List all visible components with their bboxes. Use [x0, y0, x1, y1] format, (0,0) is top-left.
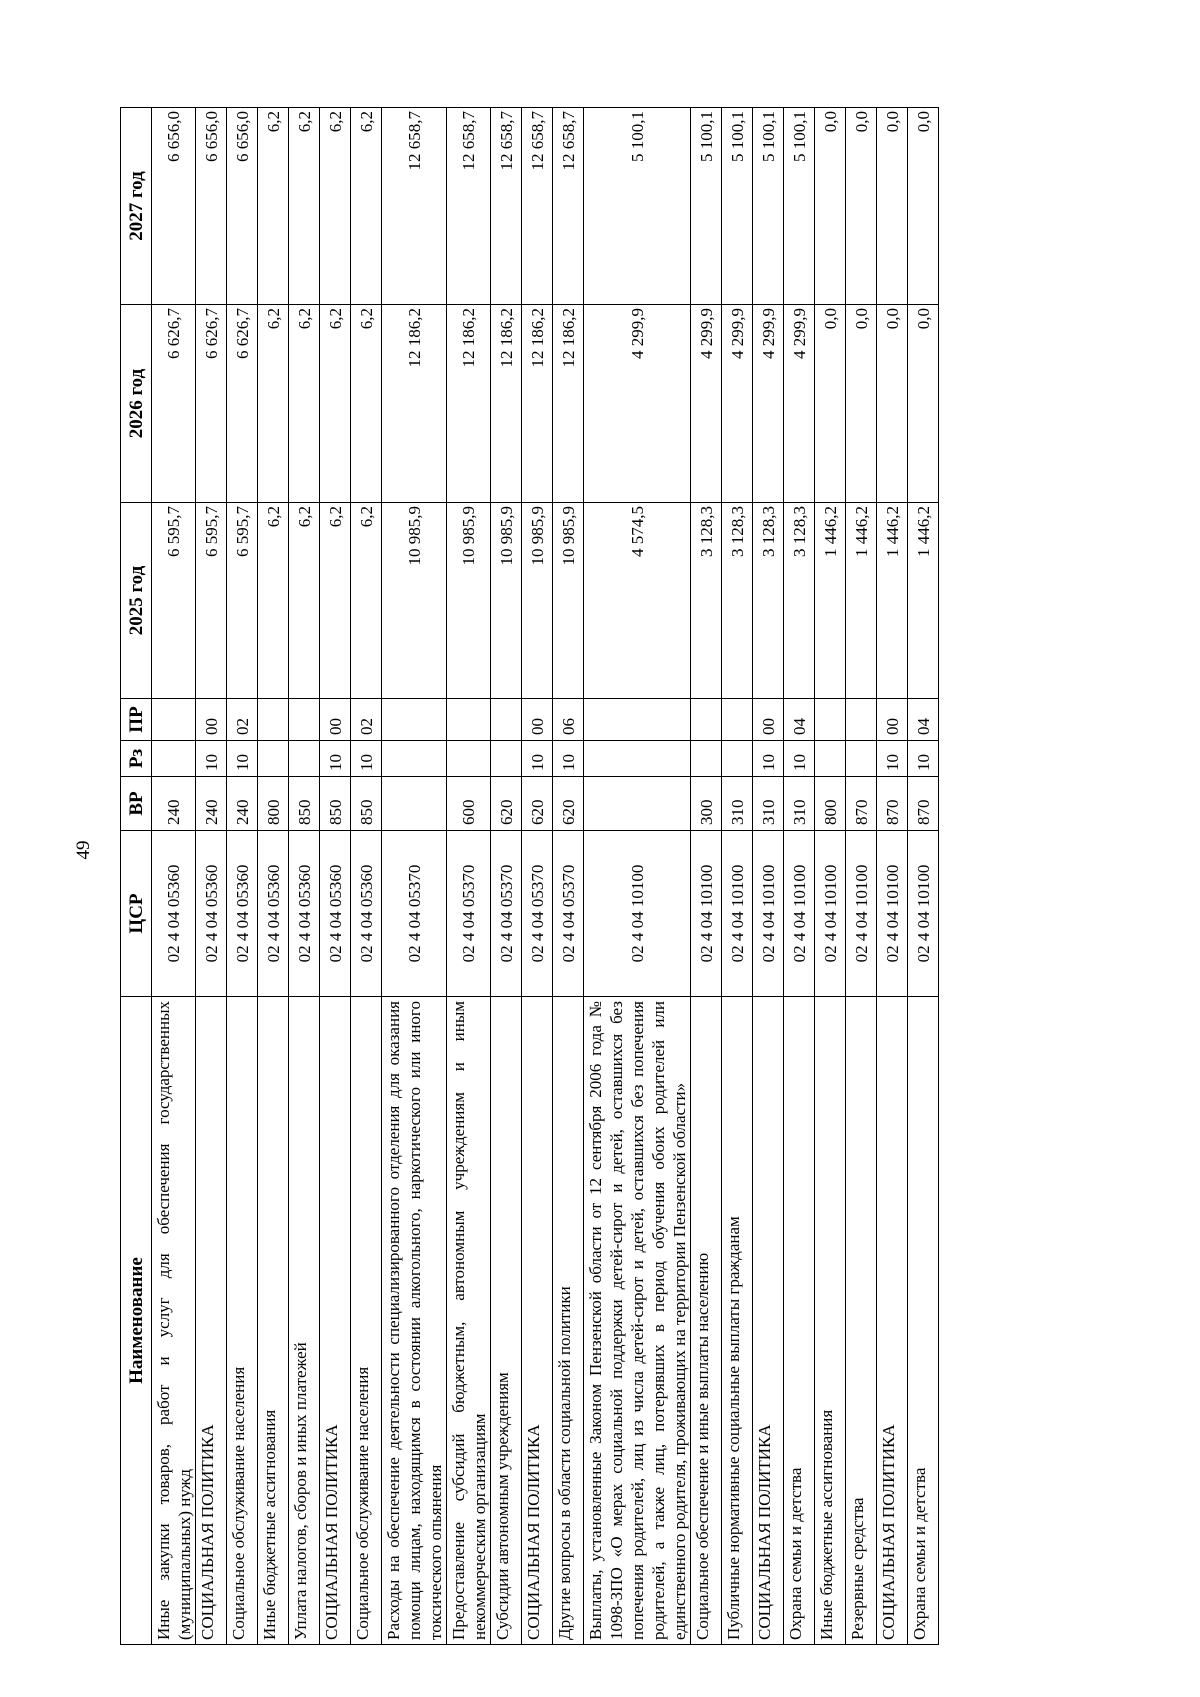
- header-row: [121, 108, 152, 1645]
- cell-2025: 6,2: [289, 503, 320, 699]
- table-row: [877, 108, 908, 1645]
- cell-2025: 10 985,9: [447, 503, 491, 699]
- page-number: 49: [73, 840, 94, 860]
- cell-rz: [289, 741, 320, 777]
- cell-csr: 02 4 04 05360: [351, 831, 382, 997]
- cell-csr: 02 4 04 10100: [877, 831, 908, 997]
- cell-csr: 02 4 04 05370: [553, 831, 584, 997]
- cell-2025: 6 595,7: [196, 503, 227, 699]
- cell-vr: 310: [753, 777, 784, 831]
- cell-vr: 620: [553, 777, 584, 831]
- cell-2027: 12 658,7: [491, 108, 522, 305]
- cell-2026: 12 186,2: [382, 305, 447, 503]
- cell-2026: 12 186,2: [491, 305, 522, 503]
- cell-vr: 870: [846, 777, 877, 831]
- cell-pr: 02: [351, 699, 382, 741]
- cell-2026: 4 299,9: [784, 305, 815, 503]
- cell-name: Иные бюджетные ассигнования: [258, 997, 289, 1645]
- cell-vr: 620: [491, 777, 522, 831]
- cell-pr: [722, 699, 753, 741]
- table-row: [908, 108, 939, 1645]
- cell-2026: 6,2: [258, 305, 289, 503]
- cell-name: Расходы на обеспечение деятельности специализированного отделения для оказания помощи лицам, находящимся в состоянии алкогольного, наркотического или иного токсического опьянения: [382, 997, 447, 1645]
- cell-2025: 1 446,2: [846, 503, 877, 699]
- cell-csr: 02 4 04 05360: [289, 831, 320, 997]
- table-row: [553, 108, 584, 1645]
- header-2026: 2026 год: [121, 305, 152, 503]
- cell-vr: 620: [522, 777, 553, 831]
- cell-rz: [491, 741, 522, 777]
- cell-2025: 6,2: [351, 503, 382, 699]
- cell-vr: [382, 777, 447, 831]
- cell-2027: 0,0: [877, 108, 908, 305]
- cell-csr: 02 4 04 05360: [196, 831, 227, 997]
- cell-csr: 02 4 04 10100: [584, 831, 691, 997]
- cell-2027: 0,0: [908, 108, 939, 305]
- cell-rz: [584, 741, 691, 777]
- cell-rz: 10: [351, 741, 382, 777]
- cell-name: СОЦИАЛЬНАЯ ПОЛИТИКА: [320, 997, 351, 1645]
- cell-2025: 10 985,9: [553, 503, 584, 699]
- cell-pr: 00: [196, 699, 227, 741]
- cell-vr: 310: [722, 777, 753, 831]
- cell-name: Охрана семьи и детства: [784, 997, 815, 1645]
- table-row: [784, 108, 815, 1645]
- cell-2025: 10 985,9: [522, 503, 553, 699]
- cell-2027: 12 658,7: [447, 108, 491, 305]
- cell-vr: 600: [447, 777, 491, 831]
- cell-pr: [382, 699, 447, 741]
- header-2027: 2027 год: [121, 108, 152, 305]
- cell-name: Социальное обслуживание населения: [351, 997, 382, 1645]
- cell-name: Субсидии автономным учреждениям: [491, 997, 522, 1645]
- cell-pr: [289, 699, 320, 741]
- cell-csr: 02 4 04 05360: [152, 831, 196, 997]
- table-row: [522, 108, 553, 1645]
- cell-rz: 10: [877, 741, 908, 777]
- cell-2027: 6 656,0: [196, 108, 227, 305]
- cell-2027: 6,2: [351, 108, 382, 305]
- cell-2026: 12 186,2: [553, 305, 584, 503]
- cell-name: Резервные средства: [846, 997, 877, 1645]
- cell-name: Другие вопросы в области социальной политики: [553, 997, 584, 1645]
- cell-2027: 5 100,1: [784, 108, 815, 305]
- cell-2026: 6 626,7: [196, 305, 227, 503]
- cell-pr: [815, 699, 846, 741]
- cell-2026: 4 299,9: [753, 305, 784, 503]
- cell-2026: 0,0: [846, 305, 877, 503]
- cell-2027: 6,2: [258, 108, 289, 305]
- table-row: [491, 108, 522, 1645]
- cell-rz: 10: [196, 741, 227, 777]
- cell-rz: 10: [908, 741, 939, 777]
- cell-pr: [447, 699, 491, 741]
- cell-name: Охрана семьи и детства: [908, 997, 939, 1645]
- cell-name: Выплаты, установленные Законом Пензенской области от 12 сентября 2006 года № 1098-ЗПО «О мерах социальной поддержки детей-сирот и детей, оставшихся без попечения родителей, лиц из числа детей-сирот и детей, оставшихся без попечения родителей, а также лиц, потерявших в период обучения обоих родителей или единственного родителя, проживающих на территории Пензенской области»: [584, 997, 691, 1645]
- cell-2025: 6 595,7: [152, 503, 196, 699]
- cell-name: Социальное обеспечение и иные выплаты населению: [691, 997, 722, 1645]
- cell-vr: 300: [691, 777, 722, 831]
- cell-vr: 240: [227, 777, 258, 831]
- table-row: [382, 108, 447, 1645]
- cell-2026: 12 186,2: [447, 305, 491, 503]
- cell-2025: 6,2: [320, 503, 351, 699]
- cell-2026: 6 626,7: [227, 305, 258, 503]
- cell-2026: 6,2: [320, 305, 351, 503]
- cell-vr: 870: [877, 777, 908, 831]
- header-2025: 2025 год: [121, 503, 152, 699]
- cell-name: Публичные нормативные социальные выплаты гражданам: [722, 997, 753, 1645]
- cell-pr: [584, 699, 691, 741]
- cell-csr: 02 4 04 05370: [447, 831, 491, 997]
- cell-2027: 5 100,1: [691, 108, 722, 305]
- table-row: [447, 108, 491, 1645]
- cell-2026: 4 299,9: [691, 305, 722, 503]
- cell-csr: 02 4 04 10100: [753, 831, 784, 997]
- cell-2025: 6 595,7: [227, 503, 258, 699]
- table-header: [121, 108, 152, 1645]
- cell-csr: 02 4 04 05360: [258, 831, 289, 997]
- cell-vr: 870: [908, 777, 939, 831]
- cell-2026: 0,0: [815, 305, 846, 503]
- cell-csr: 02 4 04 10100: [846, 831, 877, 997]
- cell-2027: 5 100,1: [584, 108, 691, 305]
- cell-2026: 12 186,2: [522, 305, 553, 503]
- cell-rz: 10: [753, 741, 784, 777]
- cell-2025: 3 128,3: [722, 503, 753, 699]
- cell-pr: 04: [908, 699, 939, 741]
- cell-name: СОЦИАЛЬНАЯ ПОЛИТИКА: [753, 997, 784, 1645]
- table-row: [196, 108, 227, 1645]
- cell-2025: 1 446,2: [877, 503, 908, 699]
- table-row: [320, 108, 351, 1645]
- cell-pr: [846, 699, 877, 741]
- cell-rz: [258, 741, 289, 777]
- cell-pr: [152, 699, 196, 741]
- header-name: Наименование: [121, 997, 152, 1645]
- cell-pr: 04: [784, 699, 815, 741]
- cell-vr: 850: [289, 777, 320, 831]
- table-row: [289, 108, 320, 1645]
- cell-2025: 10 985,9: [382, 503, 447, 699]
- cell-2027: 12 658,7: [553, 108, 584, 305]
- cell-name: Уплата налогов, сборов и иных платежей: [289, 997, 320, 1645]
- cell-csr: 02 4 04 10100: [908, 831, 939, 997]
- table-row: [258, 108, 289, 1645]
- cell-2025: 3 128,3: [784, 503, 815, 699]
- cell-pr: 00: [320, 699, 351, 741]
- cell-rz: [152, 741, 196, 777]
- cell-rz: 10: [553, 741, 584, 777]
- cell-rz: [382, 741, 447, 777]
- cell-2026: 4 299,9: [584, 305, 691, 503]
- table-row: [815, 108, 846, 1645]
- table-row: [152, 108, 196, 1645]
- cell-2026: 6,2: [351, 305, 382, 503]
- cell-vr: 800: [258, 777, 289, 831]
- cell-2027: 0,0: [815, 108, 846, 305]
- table-row: [584, 108, 691, 1645]
- cell-2027: 6 656,0: [227, 108, 258, 305]
- cell-2026: 0,0: [908, 305, 939, 503]
- cell-rz: 10: [522, 741, 553, 777]
- cell-2025: 6,2: [258, 503, 289, 699]
- cell-rz: [846, 741, 877, 777]
- budget-table: [120, 107, 939, 1645]
- cell-2026: 6,2: [289, 305, 320, 503]
- cell-csr: 02 4 04 10100: [691, 831, 722, 997]
- cell-csr: 02 4 04 10100: [815, 831, 846, 997]
- cell-csr: 02 4 04 05360: [320, 831, 351, 997]
- cell-vr: [584, 777, 691, 831]
- header-rz: Рз: [121, 741, 152, 777]
- cell-name: СОЦИАЛЬНАЯ ПОЛИТИКА: [877, 997, 908, 1645]
- cell-rz: 10: [784, 741, 815, 777]
- cell-name: СОЦИАЛЬНАЯ ПОЛИТИКА: [522, 997, 553, 1645]
- cell-pr: 00: [522, 699, 553, 741]
- cell-rz: [815, 741, 846, 777]
- cell-pr: [491, 699, 522, 741]
- table-row: [691, 108, 722, 1645]
- cell-2025: 1 446,2: [908, 503, 939, 699]
- cell-2026: 0,0: [877, 305, 908, 503]
- cell-csr: 02 4 04 05370: [382, 831, 447, 997]
- cell-csr: 02 4 04 10100: [784, 831, 815, 997]
- cell-vr: 850: [351, 777, 382, 831]
- cell-2027: 12 658,7: [522, 108, 553, 305]
- cell-2027: 6,2: [320, 108, 351, 305]
- table-row: [722, 108, 753, 1645]
- table-row: [227, 108, 258, 1645]
- cell-rz: 10: [320, 741, 351, 777]
- cell-pr: 06: [553, 699, 584, 741]
- cell-csr: 02 4 04 10100: [722, 831, 753, 997]
- cell-vr: 800: [815, 777, 846, 831]
- header-pr: ПР: [121, 699, 152, 741]
- cell-2027: 6,2: [289, 108, 320, 305]
- cell-rz: 10: [227, 741, 258, 777]
- table-row: [753, 108, 784, 1645]
- cell-pr: 02: [227, 699, 258, 741]
- cell-2026: 4 299,9: [722, 305, 753, 503]
- cell-2025: 3 128,3: [691, 503, 722, 699]
- cell-2026: 6 626,7: [152, 305, 196, 503]
- cell-vr: 850: [320, 777, 351, 831]
- table-row: [846, 108, 877, 1645]
- cell-2027: 5 100,1: [753, 108, 784, 305]
- cell-name: Социальное обслуживание населения: [227, 997, 258, 1645]
- cell-2025: 3 128,3: [753, 503, 784, 699]
- cell-2027: 5 100,1: [722, 108, 753, 305]
- cell-name: Предоставление субсидий бюджетным, автономным учреждениям и иным некоммерческим организациям: [447, 997, 491, 1645]
- cell-name: Иные закупки товаров, работ и услуг для обеспечения государственных (муниципальных) нужд: [152, 997, 196, 1645]
- cell-rz: [447, 741, 491, 777]
- cell-pr: [691, 699, 722, 741]
- cell-2027: 0,0: [846, 108, 877, 305]
- cell-2027: 6 656,0: [152, 108, 196, 305]
- cell-csr: 02 4 04 05370: [522, 831, 553, 997]
- header-vr: ВР: [121, 777, 152, 831]
- table-row: [351, 108, 382, 1645]
- cell-vr: 240: [152, 777, 196, 831]
- cell-vr: 240: [196, 777, 227, 831]
- cell-2027: 12 658,7: [382, 108, 447, 305]
- cell-name: СОЦИАЛЬНАЯ ПОЛИТИКА: [196, 997, 227, 1645]
- table-body: [152, 108, 939, 1645]
- cell-pr: [258, 699, 289, 741]
- cell-rz: [722, 741, 753, 777]
- rotated-table-wrapper: [120, 108, 1075, 1645]
- cell-csr: 02 4 04 05360: [227, 831, 258, 997]
- cell-pr: 00: [877, 699, 908, 741]
- cell-csr: 02 4 04 05370: [491, 831, 522, 997]
- cell-name: Иные бюджетные ассигнования: [815, 997, 846, 1645]
- cell-2025: 1 446,2: [815, 503, 846, 699]
- cell-rz: [691, 741, 722, 777]
- header-csr: ЦСР: [121, 831, 152, 997]
- cell-vr: 310: [784, 777, 815, 831]
- cell-2025: 10 985,9: [491, 503, 522, 699]
- cell-pr: 00: [753, 699, 784, 741]
- cell-2025: 4 574,5: [584, 503, 691, 699]
